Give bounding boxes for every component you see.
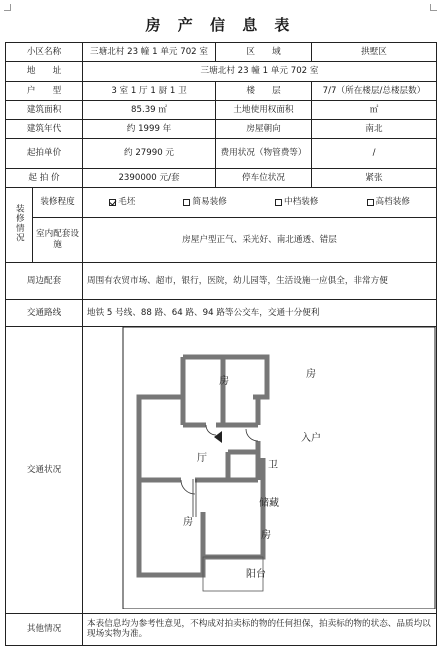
decoration-degree-label: 装修程度 — [33, 188, 83, 218]
area-label: 建筑面积 — [6, 101, 83, 120]
room-label: 房 — [183, 517, 194, 528]
room-label: 房 — [219, 376, 230, 387]
layout-value: 3 室 1 厅 1 厨 1 卫 — [83, 82, 216, 101]
grade-option — [109, 197, 135, 208]
table-row — [6, 62, 437, 82]
floor-plan — [83, 327, 437, 609]
table-row — [6, 613, 437, 645]
orientation-value: 南北 — [312, 120, 437, 139]
district-label: 区 域 — [216, 43, 312, 62]
year-label: 建筑年代 — [6, 120, 83, 139]
floor-label: 楼 层 — [216, 82, 312, 101]
table-row — [6, 327, 437, 614]
parking-value: 紧张 — [312, 169, 437, 188]
floor-plan-cell — [83, 327, 437, 614]
table-row — [6, 218, 437, 263]
table-row — [6, 120, 437, 139]
table-row — [6, 263, 437, 300]
corner-mark — [430, 4, 437, 11]
table-row — [6, 82, 437, 101]
table-row — [6, 300, 437, 327]
parking-label: 停车位状况 — [216, 169, 312, 188]
property-info-table — [5, 42, 437, 646]
unchecked-box-icon — [275, 199, 282, 206]
table-row — [6, 101, 437, 120]
grade-label: 毛坯 — [118, 197, 136, 208]
entrance-label: 入户 — [301, 433, 322, 444]
community-label: 小区名称 — [6, 43, 83, 62]
indoor-label: 室内配套设施 — [33, 218, 83, 263]
plan-label: 交通状况 — [6, 327, 83, 614]
decoration-grades — [83, 188, 437, 218]
floor-value: 7/7（所在楼层/总楼层数） — [312, 82, 437, 101]
table-row — [6, 188, 437, 218]
room-label: 阳台 — [246, 569, 267, 580]
grade-label: 高档装修 — [375, 197, 410, 208]
year-value: 约 1999 年 — [83, 120, 216, 139]
orientation-label: 房屋朝向 — [216, 120, 312, 139]
checked-box-icon — [109, 199, 116, 206]
table-row — [6, 43, 437, 62]
community-value: 三塘北村 23 幢 1 单元 702 室 — [83, 43, 216, 62]
land-area-label: 土地使用权面积 — [216, 101, 312, 120]
grade-label: 中档装修 — [284, 197, 319, 208]
other-label: 其他情况 — [6, 613, 83, 645]
entrance-arrow-icon — [214, 431, 222, 443]
decoration-label-text: 装修情况 — [14, 203, 25, 243]
total-price-value: 2390000 元/套 — [83, 169, 216, 188]
room-label: 厅 — [197, 453, 208, 464]
decoration-label — [6, 188, 33, 263]
surround-label: 周边配套 — [6, 263, 83, 300]
page-title: 房 产 信 息 表 — [145, 16, 296, 34]
room-label: 房 — [306, 369, 317, 380]
land-area-value: ㎡ — [312, 101, 437, 120]
address-value: 三塘北村 23 幢 1 单元 702 室 — [83, 62, 437, 82]
room-label: 卫 — [268, 460, 279, 471]
grade-option — [367, 197, 410, 208]
transit-label: 交通路线 — [6, 300, 83, 327]
room-label: 储藏 — [259, 498, 280, 509]
other-value: 本表信息均为参考性意见，不构成对拍卖标的物的任何担保，拍卖标的物的状态、品质均以现场实物为准。 — [83, 613, 437, 645]
door-arc — [246, 429, 258, 441]
table-row — [6, 169, 437, 188]
corner-mark — [4, 4, 11, 11]
grade-option — [183, 197, 226, 208]
start-price-value: 约 27990 元 — [83, 139, 216, 169]
door-arc — [206, 425, 216, 435]
indoor-value: 房屋户型正气、采光好、南北通透、错层 — [83, 218, 437, 263]
transit-value: 地铁 5 号线、88 路、64 路、94 路等公交车，交通十分便利 — [83, 300, 437, 327]
fees-label: 费用状况（物管费等） — [216, 139, 312, 169]
table-row — [6, 139, 437, 169]
grade-label: 简易装修 — [192, 197, 227, 208]
district-value: 拱墅区 — [312, 43, 437, 62]
area-value: 85.39 ㎡ — [83, 101, 216, 120]
unchecked-box-icon — [183, 199, 190, 206]
total-price-label: 起 拍 价 — [6, 169, 83, 188]
plan-walls — [139, 357, 267, 575]
fees-value: / — [312, 139, 437, 169]
surround-value: 周围有农贸市场、超市，银行，医院，幼儿园等，生活设施一应俱全，非常方便 — [83, 263, 437, 300]
grade-option — [275, 197, 318, 208]
layout-label: 户 型 — [6, 82, 83, 101]
room-label: 房 — [261, 530, 272, 541]
start-price-label: 起拍单价 — [6, 139, 83, 169]
plan-frame — [123, 327, 435, 609]
address-label: 地 址 — [6, 62, 83, 82]
unchecked-box-icon — [367, 199, 374, 206]
